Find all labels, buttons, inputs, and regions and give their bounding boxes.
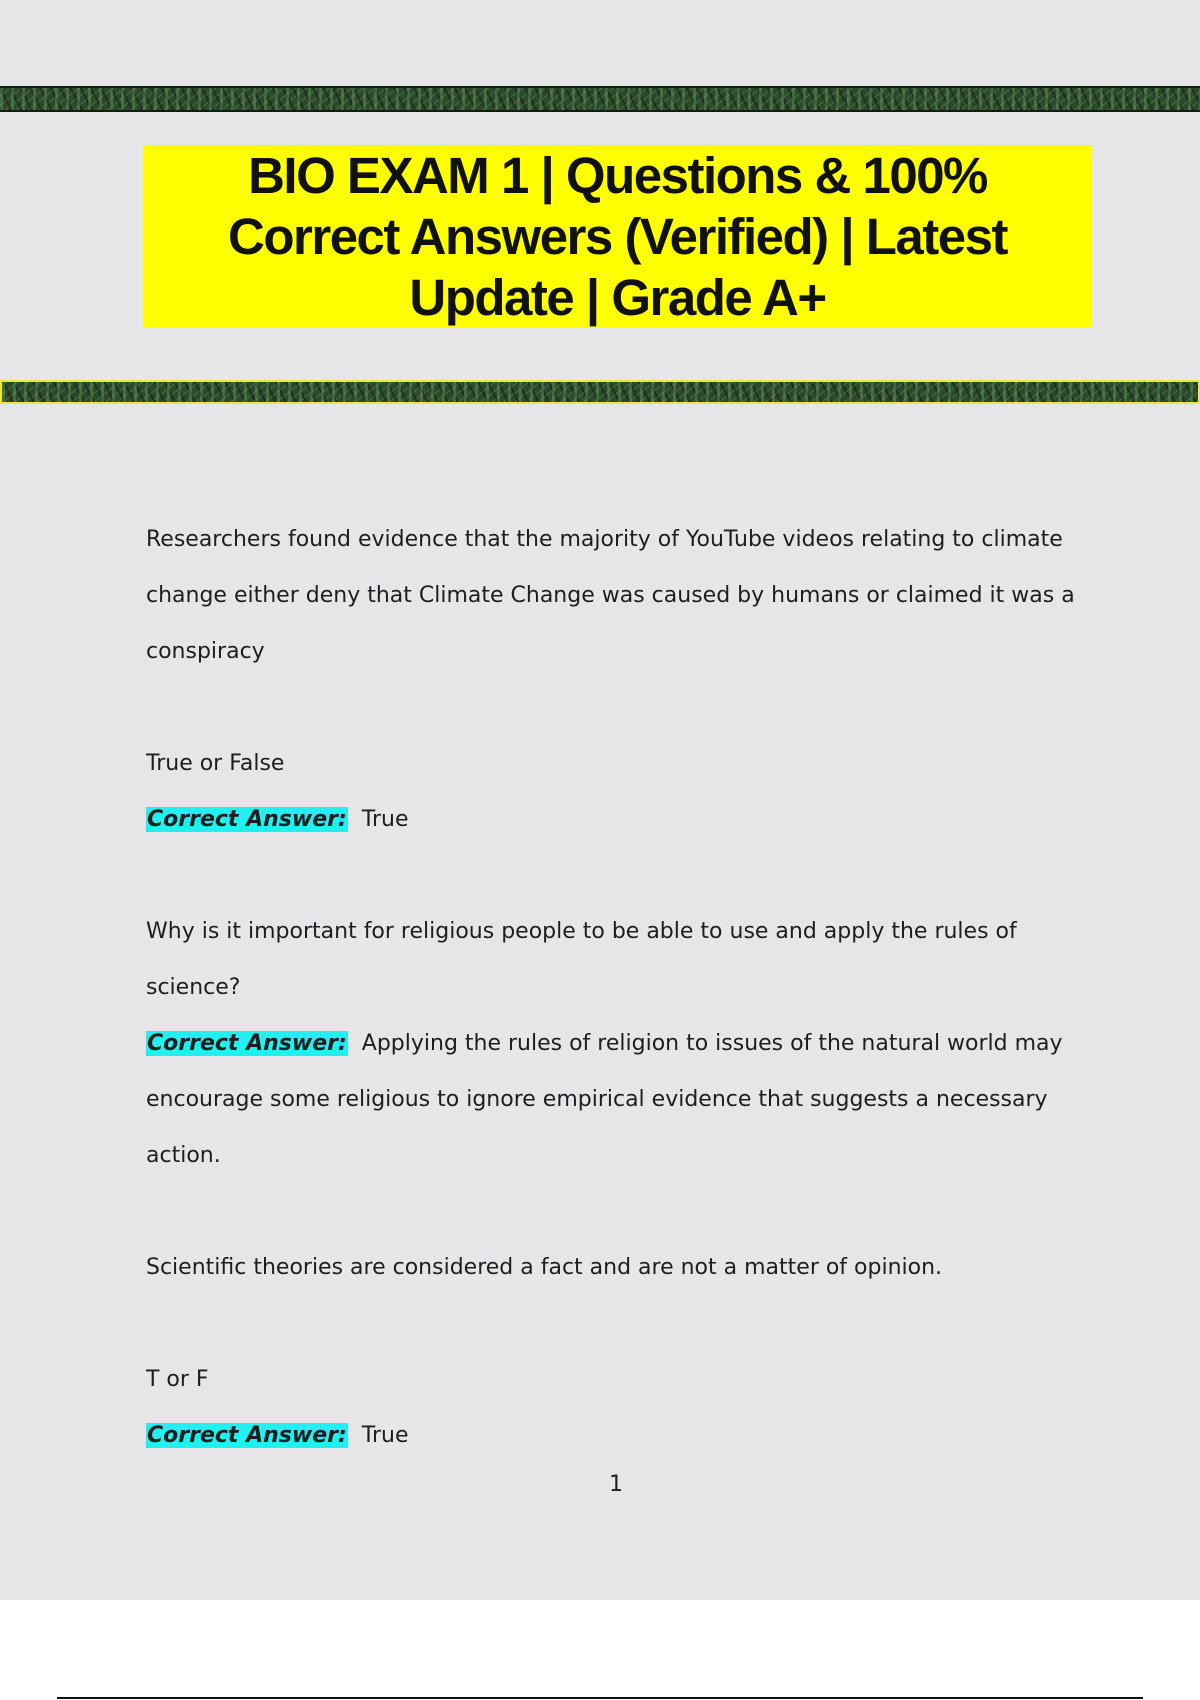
next-page-divider — [57, 1697, 1143, 1699]
answer-1-line-1 — [146, 792, 1086, 848]
answer-2-text: Applying the rules of religion to issues of the natural world may — [361, 1031, 1063, 1056]
question-1-line-3: conspiracy — [146, 639, 265, 664]
question-1-line-2: change either deny that Climate Change was caused by humans or claimed it was a — [146, 583, 1075, 608]
decorative-band-bottom — [0, 380, 1200, 404]
question-3-prompt: T or F — [146, 1367, 209, 1392]
correct-answer-label: Correct Answer: — [147, 1423, 347, 1448]
answer-2-line-1 — [146, 1016, 1086, 1072]
answer-2-line-2: encourage some religious to ignore empirical evidence that suggests a necessary — [146, 1087, 1048, 1112]
answer-2-line-3: action. — [146, 1143, 221, 1168]
correct-answer-label: Correct Answer: — [147, 1031, 347, 1056]
answer-3-text: True — [361, 1423, 409, 1448]
title-banner — [143, 145, 1092, 328]
question-1-prompt: True or False — [146, 751, 285, 776]
page-number: 1 — [609, 1472, 623, 1497]
question-2-line-1: Why is it important for religious people to be able to use and apply the rules of science? — [146, 919, 1017, 1000]
answer-3-line-1 — [146, 1408, 1086, 1464]
correct-answer-label: Correct Answer: — [147, 807, 347, 832]
question-1-line-1: Researchers found evidence that the majority of YouTube videos relating to climate — [146, 527, 1063, 552]
document-title: BIO EXAM 1 | Questions & 100% Correct Answers (Verified) | Latest Update | Grade A+ — [228, 147, 1007, 326]
decorative-band-top — [0, 86, 1200, 112]
qa-content — [146, 512, 1086, 1464]
question-3-line-1: Scientific theories are considered a fact and are not a matter of opinion. — [146, 1255, 943, 1280]
answer-1-text: True — [361, 807, 409, 832]
